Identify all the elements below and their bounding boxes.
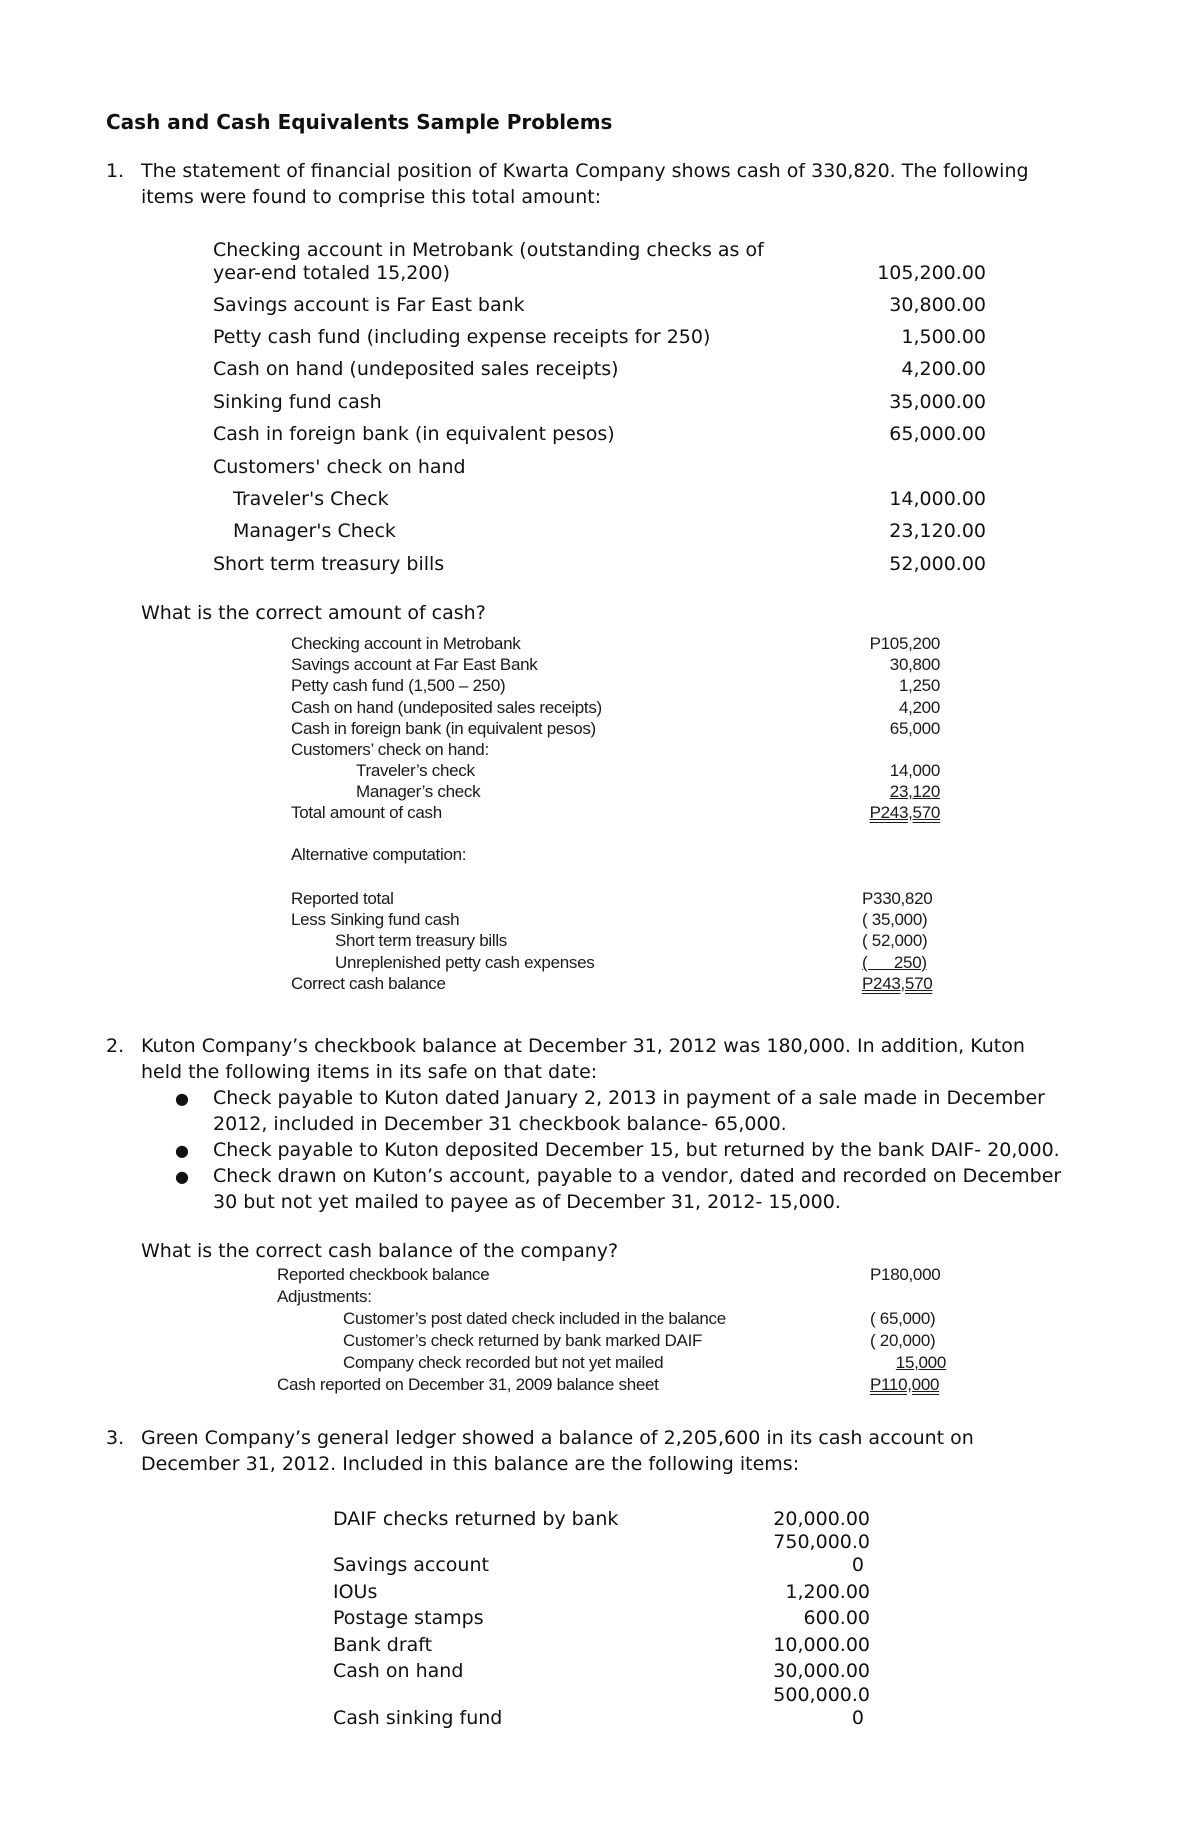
- p1-item-label: Petty cash fund (including expense receipts for 250): [213, 326, 711, 348]
- p1-alt-label: Reported total: [291, 889, 394, 908]
- problem-3-text-line: December 31, 2012. Included in this balance are the following items:: [141, 1453, 800, 1475]
- p1-solution-label: Cash in foreign bank (in equivalent pesos): [291, 719, 596, 738]
- p2-solution-label: Company check recorded but not yet mailed: [343, 1353, 664, 1372]
- page-title: Cash and Cash Equivalents Sample Problems: [106, 110, 613, 134]
- p2-solution-label: Cash reported on December 31, 2009 balance sheet: [277, 1375, 659, 1394]
- p2-bullet-text: Check payable to Kuton deposited December 15, but returned by the bank DAIF- 20,000.: [213, 1139, 1060, 1161]
- p3-item-label: Postage stamps: [333, 1607, 484, 1629]
- p1-solution-amount: 30,800: [889, 655, 940, 674]
- p1-alt-label: Correct cash balance: [291, 974, 446, 993]
- p1-solution-label: Total amount of cash: [291, 803, 442, 822]
- p3-item-label: DAIF checks returned by bank: [333, 1508, 619, 1530]
- p2-solution-total: P110,000: [870, 1375, 940, 1394]
- p1-item-label: Manager's Check: [233, 520, 396, 542]
- problem-3-number: 3.: [106, 1427, 125, 1449]
- p1-item-label: Cash in foreign bank (in equivalent pesos): [213, 423, 615, 445]
- p2-solution-amount: P180,000: [870, 1265, 941, 1284]
- p1-item-amount: 35,000.00: [889, 391, 986, 413]
- p1-item-amount: 52,000.00: [889, 553, 986, 575]
- p1-item-amount: 105,200.00: [877, 262, 986, 284]
- bullet-icon: ●: [175, 1089, 189, 1108]
- p1-solution-amount: 1,250: [898, 676, 940, 695]
- p1-solution-amount: 23,120: [889, 782, 940, 801]
- p3-item-amount: 600.00: [803, 1607, 870, 1629]
- p3-item-amount: 20,000.00: [773, 1508, 870, 1530]
- p1-item-amount: 4,200.00: [901, 358, 986, 380]
- p3-item-amount: 500,000.0: [773, 1684, 870, 1706]
- p1-item-label: Checking account in Metrobank (outstanding checks as of: [213, 239, 764, 261]
- problem-2-text-line: Kuton Company’s checkbook balance at December 31, 2012 was 180,000. In addition, Kuton: [141, 1035, 1025, 1057]
- p3-item-label: Cash on hand: [333, 1660, 464, 1682]
- p3-item-label: Cash sinking fund: [333, 1707, 503, 1729]
- p1-solution-label: Traveler’s check: [356, 761, 475, 780]
- p1-item-amount: 1,500.00: [901, 326, 986, 348]
- p1-question: What is the correct amount of cash?: [141, 602, 486, 624]
- p1-item-label: Short term treasury bills: [213, 553, 445, 575]
- p2-solution-label: Customer’s post dated check included in the balance: [343, 1309, 726, 1328]
- p1-item-label: Customers' check on hand: [213, 456, 466, 478]
- p1-item-label: Cash on hand (undeposited sales receipts): [213, 358, 619, 380]
- p3-item-amount: 1,200.00: [785, 1581, 870, 1603]
- p1-alt-label: Less Sinking fund cash: [291, 910, 460, 929]
- p2-bullet-text: Check payable to Kuton dated January 2, 2013 in payment of a sale made in December: [213, 1087, 1045, 1109]
- problem-3-text-line: Green Company’s general ledger showed a balance of 2,205,600 in its cash account on: [141, 1427, 974, 1449]
- p1-solution-label: Customers’ check on hand:: [291, 740, 489, 759]
- p1-solution-amount: 4,200: [898, 698, 940, 717]
- p1-alt-amount: ( 35,000): [862, 910, 928, 929]
- p2-solution-label: Reported checkbook balance: [277, 1265, 490, 1284]
- p2-bullet-text: Check drawn on Kuton’s account, payable to a vendor, dated and recorded on December: [213, 1165, 1062, 1187]
- problem-1-text-line: The statement of financial position of Kwarta Company shows cash of 330,820. The following: [141, 160, 1029, 182]
- p1-item-amount: 30,800.00: [889, 294, 986, 316]
- p1-item-label: Traveler's Check: [233, 488, 389, 510]
- p1-alt-amount: P330,820: [862, 889, 933, 908]
- p3-item-amount: 30,000.00: [773, 1660, 870, 1682]
- p3-item-label: Savings account: [333, 1554, 489, 1576]
- problem-1-number: 1.: [106, 160, 125, 182]
- p1-alt-label: Unreplenished petty cash expenses: [335, 953, 595, 972]
- p3-item-label: IOUs: [333, 1581, 378, 1603]
- bullet-icon: ●: [175, 1141, 189, 1160]
- p3-item-amount: 0: [851, 1707, 864, 1729]
- p1-solution-amount: P105,200: [869, 634, 940, 653]
- p2-solution-amount: ( 65,000): [870, 1309, 936, 1328]
- p2-solution-amount: ( 20,000): [870, 1331, 936, 1350]
- p1-item-label: Sinking fund cash: [213, 391, 382, 413]
- p2-solution-label: Customer’s check returned by bank marked DAIF: [343, 1331, 703, 1350]
- p1-solution-total: P243,570: [869, 803, 940, 822]
- p1-solution-label: Savings account at Far East Bank: [291, 655, 538, 674]
- p1-alt-total: P243,570: [862, 974, 933, 993]
- p1-alt-amount: ( 52,000): [862, 931, 928, 950]
- p2-bullet-text: 30 but not yet mailed to payee as of December 31, 2012- 15,000.: [213, 1191, 841, 1213]
- p3-item-label: Bank draft: [333, 1634, 433, 1656]
- p1-alt-heading: Alternative computation:: [291, 845, 467, 864]
- p1-solution-amount: 14,000: [889, 761, 940, 780]
- p1-item-amount: 23,120.00: [889, 520, 986, 542]
- bullet-icon: ●: [175, 1167, 189, 1186]
- p1-item-label: year-end totaled 15,200): [213, 262, 450, 284]
- p3-item-amount: 750,000.0: [773, 1531, 870, 1553]
- problem-2-text-line: held the following items in its safe on that date:: [141, 1061, 598, 1083]
- p2-question: What is the correct cash balance of the company?: [141, 1240, 619, 1262]
- p1-alt-label: Short term treasury bills: [335, 931, 507, 950]
- p1-solution-amount: 65,000: [889, 719, 940, 738]
- p1-alt-amount: ( 250): [862, 953, 927, 972]
- p1-solution-label: Manager’s check: [356, 782, 481, 801]
- p1-item-amount: 65,000.00: [889, 423, 986, 445]
- p1-solution-label: Checking account in Metrobank: [291, 634, 521, 653]
- p2-solution-amount: 15,000: [895, 1353, 946, 1372]
- p1-item-label: Savings account is Far East bank: [213, 294, 525, 316]
- p3-item-amount: 0: [851, 1554, 864, 1576]
- p1-solution-label: Cash on hand (undeposited sales receipts): [291, 698, 602, 717]
- problem-1-text-line: items were found to comprise this total amount:: [141, 186, 602, 208]
- p2-bullet-text: 2012, included in December 31 checkbook balance- 65,000.: [213, 1113, 787, 1135]
- problem-2-number: 2.: [106, 1035, 125, 1057]
- p3-item-amount: 10,000.00: [773, 1634, 870, 1656]
- p1-solution-label: Petty cash fund (1,500 – 250): [291, 676, 506, 695]
- p1-item-amount: 14,000.00: [889, 488, 986, 510]
- p2-solution-label: Adjustments:: [277, 1287, 372, 1306]
